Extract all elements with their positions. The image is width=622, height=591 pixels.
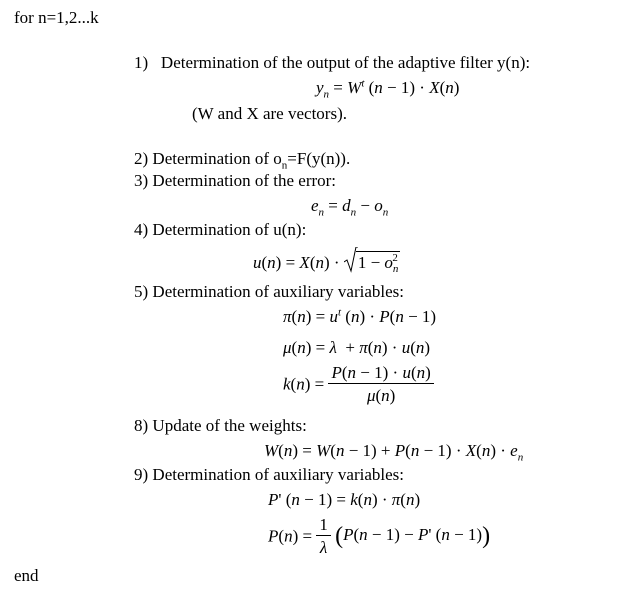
sqrt-symbol: $1 - o_n^2$ [344,251,400,271]
equation-u: u(n) = X(n) · $1 - o_n^2$ [253,251,400,271]
loop-header: for n=1,2...k [14,8,99,27]
step-1-heading [134,54,530,71]
step-2-text-pre: Determination of o [152,149,282,168]
fraction-k: $\frac{P(n - 1) \cdot u(n)}{\mu(n)}$ [328,364,433,404]
equation-output: $y_n = W^t$ (n − 1) · X(n) [316,77,460,101]
fraction-one-over-lambda: $\frac{1}{\lambda}$ [316,516,331,556]
equation-pi: $\pi(n) = u^t$ (n) · P(n − 1) [283,306,437,326]
step-2-text-post: =F(y(n)). [287,149,351,168]
step-1-label: 1) [134,53,149,72]
equation-error: $e_n = d_n - o_n$ [311,196,389,219]
step-2-subscript: n [281,159,288,172]
equation-k: k(n) = $\frac{P(n - 1) \cdot u(n)}{\mu(n)}$ [283,364,434,404]
equation-weights: $W(n) = W(n - 1) + P(n - 1) \cdot X(n) \cdot e_n$ [264,441,524,464]
equation-p-prime: P' (n − 1) = k(n) · π(n) [268,490,421,509]
step-4-heading: 4) Determination of u(n): [134,220,307,239]
step-2-label: 2) [134,149,149,168]
step-9-heading: 9) Determination of auxiliary variables: [134,465,405,484]
step-5-heading: 5) Determination of auxiliary variables: [134,282,405,301]
step-1-note: (W and X are vectors). [192,104,347,123]
loop-footer: end [14,566,39,585]
step-3-heading: 3) Determination of the error: [134,171,337,190]
step-2-heading [134,149,351,172]
step-8-heading: 8) Update of the weights: [134,416,307,435]
equation-mu: μ(n) = λ + π(n) · u(n) [283,338,431,357]
step-1-text: Determination of the output of the adaptive filter y(n): [160,53,531,72]
equation-p: P(n) = $\frac{1}{\lambda}$ (P(n − 1) − P' (n − 1)) [268,515,491,557]
